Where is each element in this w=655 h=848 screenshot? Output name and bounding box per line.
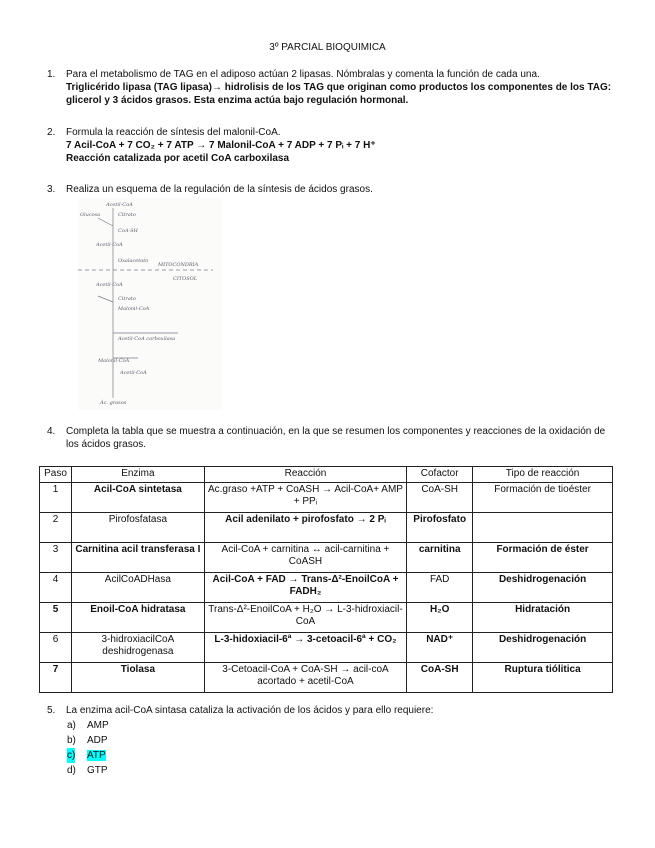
- cell-reaccion: 3-Cetoacil-CoA + CoA-SH → acil-coA acortado + acetil-CoA: [204, 663, 406, 693]
- cell-reaccion: L-3-hidoxiacil-6ª → 3-cetoacil-6ª + CO₂: [204, 633, 406, 663]
- sketch-label: Citrato: [118, 212, 136, 218]
- cell-tipo: [473, 513, 613, 543]
- table-row: [40, 663, 613, 693]
- question-text: Completa la tabla que se muestra a continuación, en la que se resumen los componentes y reacciones de la oxidación de los ácidos grasos.: [66, 426, 606, 450]
- question-number: 3.: [47, 184, 56, 195]
- cell-paso: 7: [40, 663, 72, 693]
- option-c-highlighted: [67, 748, 109, 763]
- cell-paso: 6: [40, 633, 72, 663]
- cell-enzima: Acil-CoA sintetasa: [71, 483, 204, 513]
- cell-enzima: Pirofosfatasa: [71, 513, 204, 543]
- option-text: ATP: [87, 750, 106, 761]
- cell-tipo: Formación de éster: [473, 543, 613, 573]
- cell-tipo: Deshidrogenación: [473, 573, 613, 603]
- cell-enzima: AcilCoADHasa: [71, 573, 204, 603]
- sketch-label: Acetil-CoA: [96, 282, 123, 288]
- cell-reaccion: Trans-Δ²-EnoilCoA + H₂O → L-3-hidroxiacil-CoA: [204, 603, 406, 633]
- reaction-text: 7 Acil-CoA + 7 CO₂ + 7 ATP → 7 Malonil-CoA + 7 ADP + 7 Pᵢ + 7 H⁺: [66, 140, 376, 151]
- cell-paso: 1: [40, 483, 72, 513]
- option-text: AMP: [87, 720, 109, 731]
- question-text: Para el metabolismo de TAG en el adiposo actúan 2 lipasas. Nómbralas y comenta la función de cada una.: [66, 69, 540, 80]
- cell-paso: 5: [40, 603, 72, 633]
- header-tipo: Tipo de reacción: [473, 467, 613, 483]
- sketch-label: Malonil-CoA: [98, 358, 130, 364]
- table-row: [40, 513, 613, 543]
- question-number: 5.: [47, 705, 56, 716]
- option-a: [67, 718, 109, 733]
- option-letter: b): [67, 735, 76, 746]
- question-number: 2.: [47, 127, 56, 138]
- cell-paso: 3: [40, 543, 72, 573]
- cell-reaccion: Ac.graso +ATP + CoASH → Acil-CoA+ AMP + PPᵢ: [204, 483, 406, 513]
- option-b: [67, 733, 109, 748]
- document-title: 3º PARCIAL BIOQUIMICA: [269, 42, 386, 53]
- cell-cofactor: CoA-SH: [407, 663, 473, 693]
- cell-cofactor: NAD⁺: [407, 633, 473, 663]
- question-4: [47, 425, 617, 451]
- header-enzima: Enzima: [71, 467, 204, 483]
- table-row: [40, 543, 613, 573]
- option-letter: d): [67, 765, 76, 776]
- option-text: ADP: [87, 735, 108, 746]
- cell-cofactor: Pirofosfato: [407, 513, 473, 543]
- cell-reaccion: Acil-CoA + FAD → Trans-Δ²-EnoilCoA + FADH₂: [204, 573, 406, 603]
- cell-enzima: Tiolasa: [71, 663, 204, 693]
- option-d: [67, 763, 109, 778]
- question-2: [47, 126, 617, 165]
- sketch-label: MITOCONDRIA: [158, 262, 199, 268]
- cell-cofactor: carnitina: [407, 543, 473, 573]
- cell-enzima: Enoil-CoA hidratasa: [71, 603, 204, 633]
- sketch-label: CITOSOL: [173, 276, 198, 282]
- question-number: 4.: [47, 426, 56, 437]
- cell-tipo: Hidratación: [473, 603, 613, 633]
- sketch-label: CoA-SH: [118, 228, 138, 234]
- table-row: [40, 483, 613, 513]
- sketch-label: Ác. grasos: [100, 400, 127, 406]
- question-text: La enzima acil-CoA sintasa cataliza la activación de los ácidos y para ello requiere:: [66, 705, 434, 716]
- sketch-label: Glucosa: [80, 212, 101, 218]
- sketch-label: Acetil-CoA: [106, 202, 133, 208]
- cell-reaccion: Acil-CoA + carnitina ↔ acil-carnitina + CoASH: [204, 543, 406, 573]
- sketch-label: Citrato: [118, 296, 136, 302]
- cell-paso: 2: [40, 513, 72, 543]
- question-3: [47, 183, 617, 196]
- cell-tipo: Formación de tioéster: [473, 483, 613, 513]
- table-row: [40, 603, 613, 633]
- cell-tipo: Ruptura tiólitica: [473, 663, 613, 693]
- option-letter: c): [67, 750, 76, 761]
- table-row: [40, 633, 613, 663]
- handwritten-diagram: [78, 198, 222, 410]
- cell-cofactor: FAD: [407, 573, 473, 603]
- table-header-row: [40, 467, 613, 483]
- header-reaccion: Reacción: [204, 467, 406, 483]
- sketch-label: Acetil-CoA carboxilasa: [118, 336, 176, 342]
- cell-reaccion: Acil adenilato + pirofosfato → 2 Pᵢ: [204, 513, 406, 543]
- table-row: [40, 573, 613, 603]
- answer-text: Reacción catalizada por acetil CoA carboxilasa: [66, 153, 290, 164]
- cell-enzima: 3-hidroxiacilCoA deshidrogenasa: [71, 633, 204, 663]
- sketch-label: Acetil-CoA: [120, 370, 147, 376]
- cell-enzima: Carnitina acil transferasa I: [71, 543, 204, 573]
- sketch-label: Malonil-CoA: [118, 306, 150, 312]
- question-1: [47, 68, 617, 107]
- question-text: Formula la reacción de síntesis del malonil-CoA.: [66, 127, 281, 138]
- question-5: [47, 704, 617, 717]
- answer-options: [67, 718, 109, 778]
- header-paso: Paso: [40, 467, 72, 483]
- cell-cofactor: H₂O: [407, 603, 473, 633]
- sketch-label: Oxalacetato: [118, 258, 149, 264]
- cell-tipo: Deshidrogenación: [473, 633, 613, 663]
- cell-paso: 4: [40, 573, 72, 603]
- diagram-drawing: [78, 198, 222, 410]
- question-number: 1.: [47, 69, 56, 80]
- question-text: Realiza un esquema de la regulación de la síntesis de ácidos grasos.: [66, 184, 373, 195]
- sketch-label: Acetil-CoA: [96, 242, 123, 248]
- option-text: GTP: [87, 765, 108, 776]
- answer-text: Triglicérido lipasa (TAG lipasa)→ hidrolisis de los TAG que originan como productos los componentes de los TAG: glicerol y 3 ácidos grasos. Esta enzima actúa bajo regulación hormonal.: [66, 82, 612, 106]
- oxidation-table: [39, 466, 613, 693]
- header-cofactor: Cofactor: [407, 467, 473, 483]
- cell-cofactor: CoA-SH: [407, 483, 473, 513]
- option-letter: a): [67, 720, 76, 731]
